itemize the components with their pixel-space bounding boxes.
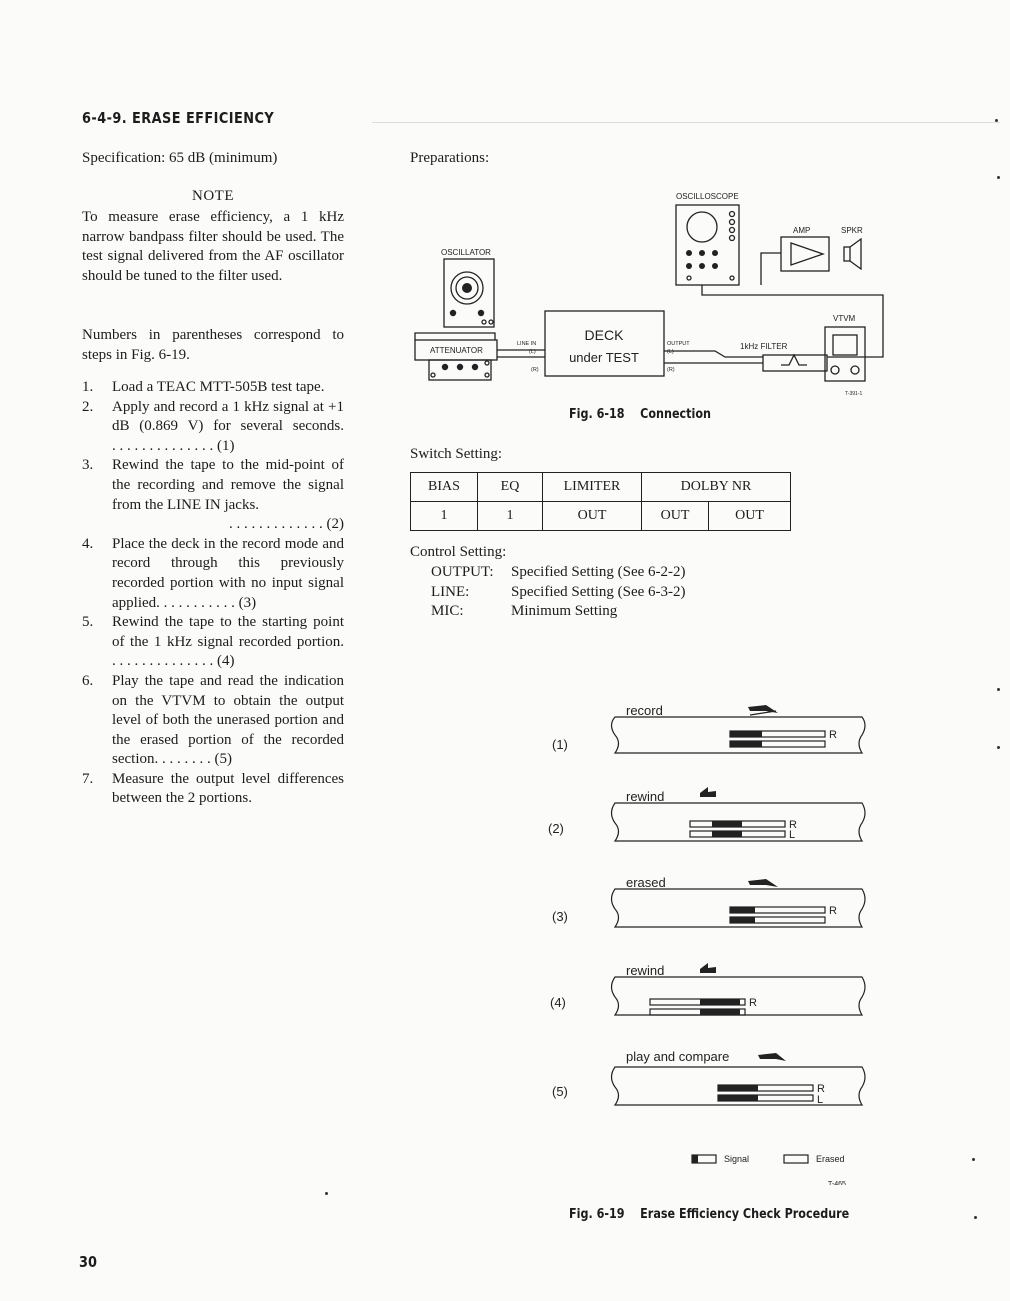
fig19-step-num: (4) — [550, 995, 566, 1010]
step-text: Place the deck in the record mode and record through this previously recorded portion with no input signal applied. — [112, 535, 344, 611]
vtvm-label: VTVM — [833, 314, 856, 323]
oscilloscope-label: OSCILLOSCOPE — [676, 192, 739, 201]
fig19-step-num: (1) — [552, 737, 568, 752]
forward-arrow-icon — [758, 1053, 786, 1061]
section-heading: 6-4-9. ERASE EFFICIENCY — [82, 109, 275, 127]
step-item — [82, 613, 344, 672]
step-number: 3. — [82, 457, 94, 474]
scan-mark — [995, 119, 998, 122]
fig18-caption-num: Fig. 6-18 — [569, 407, 625, 422]
step-ref: . . . . . . . . . . . . . . (4) — [112, 653, 235, 670]
track-r-label: R — [829, 729, 837, 741]
step-text: Load a TEAC MTT-505B test tape. — [112, 379, 325, 395]
fig19-step-label: play and compare — [626, 1049, 730, 1064]
diagram-code: T-391-1 — [845, 391, 863, 397]
fig19-step-num: (5) — [552, 1084, 568, 1099]
control-row — [431, 602, 617, 622]
note-title: NOTE — [192, 188, 234, 204]
step-item — [82, 770, 344, 809]
fig19-code: T-465 — [828, 1181, 846, 1185]
fig19-caption-num: Fig. 6-19 — [569, 1207, 625, 1222]
fig19-step-num: (3) — [552, 909, 568, 924]
oscilloscope-screen — [687, 212, 717, 242]
deck-box — [545, 311, 664, 376]
table-row — [411, 473, 791, 502]
erase-procedure-diagram — [540, 695, 870, 1185]
control-key: MIC: — [431, 603, 464, 619]
step-number: 6. — [82, 672, 94, 689]
track-r-label: R — [817, 1083, 825, 1095]
forward-arrow-icon — [748, 705, 778, 713]
step-item — [82, 672, 344, 770]
table-cell: 1 — [411, 502, 478, 531]
table-cell: OUT — [642, 502, 709, 531]
control-setting-label: Control Setting: — [410, 544, 507, 560]
oscillator-label: OSCILLATOR — [441, 248, 491, 257]
spkr-label: SPKR — [841, 226, 863, 235]
page-number: 30 — [79, 1253, 97, 1271]
table-header: LIMITER — [543, 473, 642, 502]
track-r-label: R — [789, 819, 797, 831]
control-value: Specified Setting (See 6-2-2) — [511, 564, 686, 580]
output-l-label: (L) — [667, 349, 674, 355]
deck-label-line1: DECK — [584, 327, 624, 343]
fig19-step-label: erased — [626, 875, 666, 890]
control-row — [431, 583, 686, 603]
track-r-label: R — [749, 997, 757, 1009]
note-text: To measure erase efficiency, a 1 kHz narrow bandpass filter should be used. The test signal delivered from the AF oscillator should be tuned to the filter used. — [82, 209, 344, 284]
switch-setting-label: Switch Setting: — [410, 446, 503, 462]
line-in-label: LINE IN — [517, 341, 537, 347]
table-header: BIAS — [411, 473, 478, 502]
step-ref: . . . . . . . (5) — [162, 751, 232, 768]
switch-setting-table — [410, 472, 791, 531]
connection-diagram — [405, 185, 905, 400]
scan-mark — [972, 1158, 975, 1161]
fig19-caption-text: Erase Efficiency Check Procedure — [640, 1207, 850, 1222]
step-ref: . . . . . . . . . . . . . . (1) — [112, 437, 235, 454]
fig19-step-num: (2) — [548, 821, 564, 836]
legend-signal-label: Signal — [724, 1154, 750, 1164]
legend-erased-swatch — [784, 1155, 808, 1163]
filter-label: 1kHz FILTER — [740, 342, 788, 351]
oscilloscope-box — [676, 205, 739, 285]
fig19-step-label: rewind — [626, 963, 665, 978]
step-item — [82, 398, 344, 457]
step-number: 1. — [82, 379, 94, 395]
table-header: EQ — [478, 473, 543, 502]
fig19-step-label: record — [626, 703, 663, 718]
step-item — [82, 378, 344, 398]
line-in-l-label: (L) — [529, 349, 536, 355]
fig18-caption — [569, 407, 711, 422]
control-key: LINE: — [431, 584, 470, 600]
track-l-label: L — [817, 1094, 824, 1106]
preparations-label: Preparations: — [410, 150, 490, 166]
step-text: Measure the output level differences between the 2 portions. — [112, 770, 344, 807]
scan-mark — [997, 746, 1000, 749]
fig19-caption — [569, 1207, 849, 1222]
fig18-caption-text: Connection — [640, 407, 712, 422]
control-row — [431, 563, 686, 583]
rewind-arrow-icon — [700, 787, 716, 797]
deck-label-line2: under TEST — [569, 350, 639, 365]
line-in-r-label: (R) — [531, 367, 539, 373]
forward-arrow-icon — [748, 879, 778, 887]
step-text: Rewind the tape to the starting point of the 1 kHz signal recorded portion. — [112, 614, 344, 650]
table-cell: 1 — [478, 502, 543, 531]
step-number: 5. — [82, 614, 94, 631]
fig19-step-label: rewind — [626, 789, 665, 804]
scan-mark — [325, 1192, 328, 1195]
track-l-label: L — [789, 829, 796, 841]
track-r-label: R — [829, 905, 837, 917]
table-cell: OUT — [709, 502, 791, 531]
amp-label: AMP — [793, 226, 811, 235]
control-value: Specified Setting (See 6-3-2) — [511, 584, 686, 600]
step-number: 4. — [82, 535, 94, 552]
procedure-steps — [82, 378, 344, 809]
legend-erased-label: Erased — [816, 1154, 845, 1164]
numbers-note: Numbers in parentheses correspond to steps in Fig. 6-19. — [82, 327, 344, 363]
attenuator-label: ATTENUATOR — [430, 346, 483, 355]
step-item — [82, 456, 344, 534]
step-number: 7. — [82, 770, 94, 787]
rewind-arrow-icon — [700, 963, 716, 973]
scan-mark — [997, 176, 1000, 179]
scan-mark — [974, 1216, 977, 1219]
output-r-label: (R) — [667, 367, 675, 373]
table-row — [411, 502, 791, 531]
specification: Specification: 65 dB (minimum) — [82, 150, 278, 166]
step-text: Play the tape and read the indication on the VTVM to obtain the output level of both the unerased portion and the erased portion of the recorded section. — [112, 672, 344, 768]
step-text: Rewind the tape to the mid-point of the recording and remove the signal from the LINE IN jacks. — [112, 457, 344, 513]
output-label: OUTPUT — [667, 341, 690, 347]
step-ref: . . . . . . . . . . . . . (2) — [229, 516, 344, 533]
control-key: OUTPUT: — [431, 564, 494, 580]
step-number: 2. — [82, 398, 94, 415]
scan-mark — [997, 688, 1000, 691]
step-item — [82, 535, 344, 613]
table-header: DOLBY NR — [642, 473, 791, 502]
divider — [372, 122, 1000, 123]
table-cell: OUT — [543, 502, 642, 531]
step-ref: . . . . . . . . . . (3) — [163, 594, 257, 611]
control-value: Minimum Setting — [511, 603, 618, 619]
step-text: Apply and record a 1 kHz signal at +1 dB (0.869 V) for several seconds. — [112, 398, 344, 435]
